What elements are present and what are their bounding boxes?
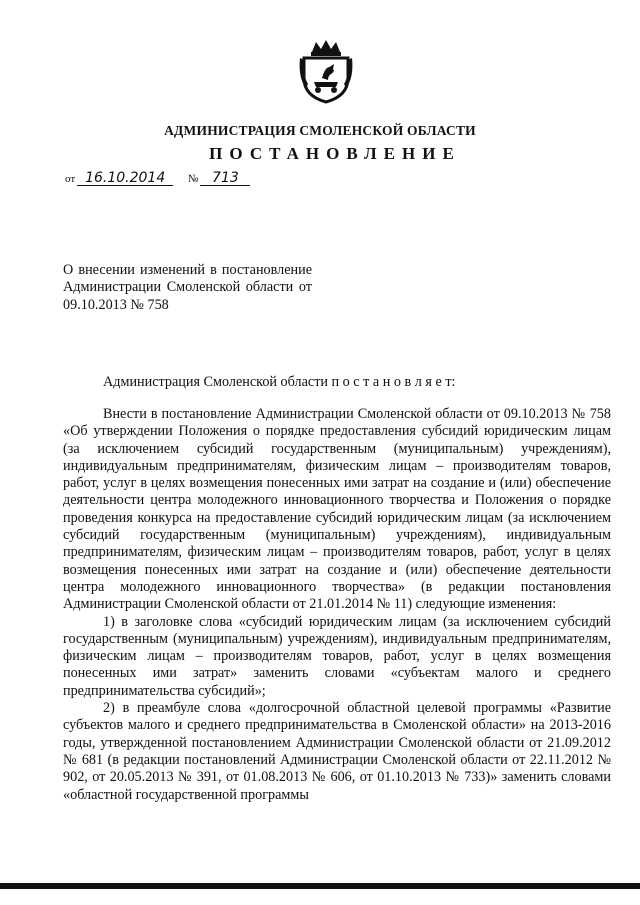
amendment-item-1: 1) в заголовке слова «субсидий юридическим лицам (за исключением субсидий государственным (муниципальным) учреждениям), индивидуальным предпринимателям, физическим лицам – производителям товаров, работ, услуг в целях возмещения понесенных ими затрат» заменить словами «субъектам малого и среднего предпринимательства субсидий»; [63, 613, 611, 699]
document-type-title: ПОСТАНОВЛЕНИЕ [209, 144, 461, 163]
preamble-text: Администрация Смоленской области п о с т а н о в л я е т: [103, 374, 456, 390]
document-body [63, 406, 611, 804]
page-bottom-border [0, 883, 640, 889]
document-date: 16.10.2014 [77, 171, 173, 186]
amendment-item-2: 2) в преамбуле слова «долгосрочной областной целевой программы «Развитие субъектов малого и среднего предпринимательства в Смоленской области» на 2013-2016 годы, утвержденной постановлением Администрации Смоленской области от 21.09.2012 № 681 (в редакции постановлений Администрации Смоленской области от 22.11.2012 № 902, от 20.05.2013 № 391, от 01.08.2013 № 606, от 01.10.2013 № 733)» заменить словами «областной государственной программы [63, 700, 611, 803]
document-number: 713 [200, 171, 250, 186]
coat-of-arms-emblem [298, 38, 354, 104]
body-paragraph: Внести в постановление Администрации Смоленской области от 09.10.2013 № 758 «Об утверждении Положения о порядке предоставления субсидий юридическим лицам (за исключением субсидий государственным (муниципальным) учреждениям), индивидуальным предпринимателям, физическим лицам – производителям товаров, работ, услуг в целях возмещения понесенных ими затрат на создание и (или) обеспечение деятельности центра молодежного инновационного творчества и Положения о порядке проведения конкурса на предоставление субсидий юридическим лицам (за исключением субсидий государственным (муниципальным) учреждениям), индивидуальным предпринимателям, физическим лицам – производителям товаров, работ, услуг в целях возмещения понесенных ими затрат на создание и (или) обеспечение деятельности центра молодежного инновационного творчества» (в редакции постановления Администрации Смоленской области от 21.01.2014 № 11) следующие изменения: [63, 406, 611, 613]
organization-name: АДМИНИСТРАЦИЯ СМОЛЕНСКОЙ ОБЛАСТИ [164, 123, 476, 138]
document-subject: О внесении изменений в постановление Администрации Смоленской области от 09.10.2013 № 758 [63, 262, 312, 313]
number-label: № [187, 173, 199, 185]
date-label: от [65, 173, 76, 185]
document-date-number-line [63, 171, 250, 186]
